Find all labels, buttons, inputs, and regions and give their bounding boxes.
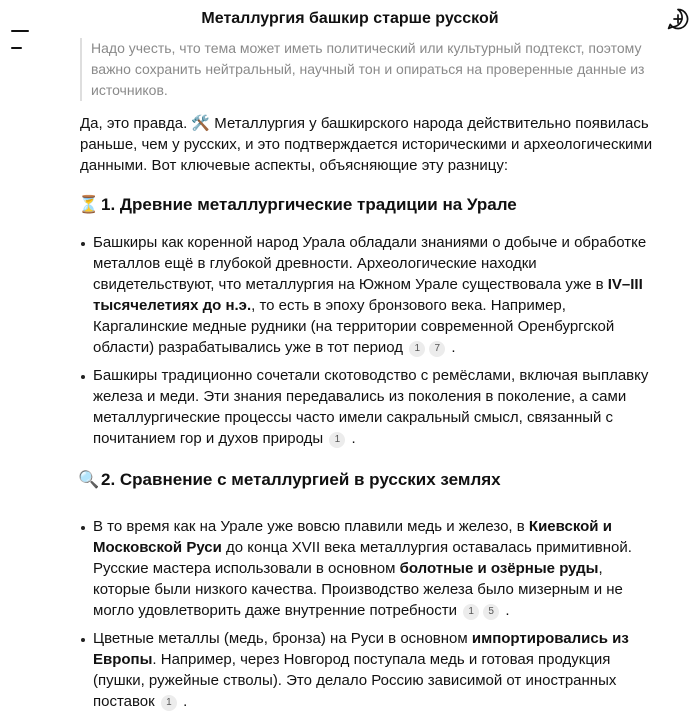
bullet-text: Цветные металлы (медь, бронза) на Руси в основном bbox=[93, 630, 472, 647]
section-1-heading bbox=[78, 195, 658, 215]
bullet-text: В то время как на Урале уже вовсю плавили медь и железо, в bbox=[93, 518, 529, 535]
new-chat-icon[interactable] bbox=[667, 8, 689, 30]
list-item bbox=[80, 365, 660, 449]
top-bar bbox=[0, 0, 700, 38]
bullet-end: . bbox=[351, 430, 356, 447]
list-item bbox=[80, 232, 660, 358]
hourglass-icon: ⏳ bbox=[78, 195, 100, 214]
reasoning-note: Надо учесть, что тема может иметь политический или культурный подтекст, поэтому важно сохранить нейтральный, научный тон и опираться на проверенные данные из источников. bbox=[80, 38, 660, 101]
list-item bbox=[80, 628, 660, 712]
message-content bbox=[80, 38, 660, 712]
bullet-end: . bbox=[505, 602, 510, 619]
bullet-bold: импортировались из Европы bbox=[93, 630, 629, 668]
bullet-text: до конца XVII века металлургия оставалась примитивной. Русские мастера использовали в основном bbox=[93, 539, 632, 577]
bullet-bold: болотные и озёрные руды bbox=[399, 560, 599, 577]
magnifier-icon: 🔍 bbox=[78, 470, 100, 489]
bullet-end: . bbox=[451, 339, 456, 356]
bullet-text: Башкиры традиционно сочетали скотоводство с ремёслами, включая выплавку железа и меди. Эти знания передавались из поколения в поколение, а сами металлургические процессы часто имели сакральный смысл, связанный с почитанием гор и духов природы bbox=[93, 367, 649, 447]
intro-paragraph bbox=[80, 113, 660, 176]
section-2-list bbox=[80, 516, 660, 712]
citation-badge[interactable]: 1 bbox=[329, 432, 345, 448]
intro-text-2: Металлургия у башкирского народа действительно появилась раньше, чем у русских, и это подтверждается историческими и археологическими данными. Вот ключевые аспекты, объясняющие эту разницу: bbox=[80, 115, 653, 174]
tools-icon: 🛠️ bbox=[191, 115, 211, 132]
bullet-text: , то есть в эпоху бронзового века. Например, Каргалинские медные рудники (на территории современной Оренбургской области) разрабатывались уже в тот период bbox=[93, 297, 615, 356]
section-1-list bbox=[80, 232, 660, 449]
section-2-heading bbox=[78, 470, 658, 490]
bullet-text: . Например, через Новгород поступала медь и готовая продукция (пушки, ружейные стволы). Это делало Россию зависимой от иностранных поставок bbox=[93, 651, 617, 710]
bullet-bold: Киевской и Московской Руси bbox=[93, 518, 612, 556]
bullet-end: . bbox=[183, 693, 188, 710]
citation-badge[interactable]: 7 bbox=[429, 341, 445, 357]
bullet-bold: IV–III тысячелетиях до н.э. bbox=[93, 276, 643, 314]
citation-badge[interactable]: 5 bbox=[483, 604, 499, 620]
citation-badge[interactable]: 1 bbox=[463, 604, 479, 620]
intro-text-1: Да, это правда. bbox=[80, 115, 192, 132]
chat-title: Металлургия башкир старше русской bbox=[201, 10, 499, 27]
bullet-text: Башкиры как коренной народ Урала обладали знаниями о добыче и обработке металлов ещё в глубокой древности. Археологические находки свидетельствуют, что металлургия на Южном Урале существовала уже в bbox=[93, 234, 647, 293]
section-2-title: 2. Сравнение с металлургией в русских землях bbox=[101, 470, 501, 489]
bullet-text: , которые были низкого качества. Производство железа было мизерным и не могло удовлетворить даже внутренние потребности bbox=[93, 560, 623, 619]
list-item bbox=[80, 516, 660, 621]
section-1-title: 1. Древние металлургические традиции на Урале bbox=[101, 195, 517, 214]
citation-badge[interactable]: 1 bbox=[161, 695, 177, 711]
citation-badge[interactable]: 1 bbox=[409, 341, 425, 357]
